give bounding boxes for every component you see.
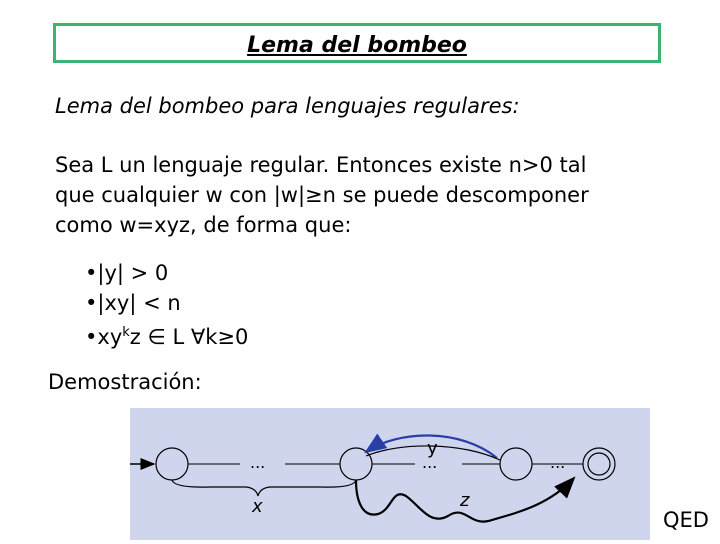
statement-paragraph: [55, 150, 675, 240]
title-box: [53, 23, 661, 63]
conditions-list: [85, 258, 248, 352]
label-x: x: [252, 496, 263, 517]
condition-item: [85, 318, 248, 352]
qed-label: QED: [663, 508, 709, 532]
automaton-diagram: [130, 408, 650, 540]
diagram-background: [130, 408, 650, 540]
bullet: •: [85, 325, 98, 349]
condition-superscript: k: [122, 325, 130, 340]
state-initial: [156, 448, 188, 480]
automaton-svg: [130, 408, 650, 540]
condition-text-post: z ∈ L ∀k≥0: [129, 325, 249, 349]
bullet: •: [85, 261, 98, 285]
condition-text: |xy| < n: [97, 291, 181, 315]
path-dots: ...: [250, 453, 266, 472]
state-middle: [500, 448, 532, 480]
statement-line: Sea L un lenguaje regular. Entonces existe n>0 tal: [55, 153, 587, 177]
state-loop: [340, 448, 372, 480]
statement-line: que cualquier w con |w|≥n se puede descomponer: [55, 183, 589, 207]
slide-title: Lema del bombeo: [247, 33, 467, 58]
label-y: y: [427, 438, 438, 459]
condition-item: [85, 288, 248, 318]
path-dots: ...: [550, 453, 566, 472]
path-dots: ...: [422, 453, 438, 472]
bullet: •: [85, 291, 98, 315]
label-z: z: [460, 490, 470, 511]
proof-label: Demostración:: [48, 370, 202, 394]
subtitle: Lema del bombeo para lenguajes regulares:: [55, 94, 520, 118]
state-final-inner: [588, 453, 610, 475]
condition-text-pre: xy: [97, 325, 123, 349]
statement-line: como w=xyz, de forma que:: [55, 213, 352, 237]
condition-text: |y| > 0: [97, 261, 169, 285]
condition-item: [85, 258, 248, 288]
